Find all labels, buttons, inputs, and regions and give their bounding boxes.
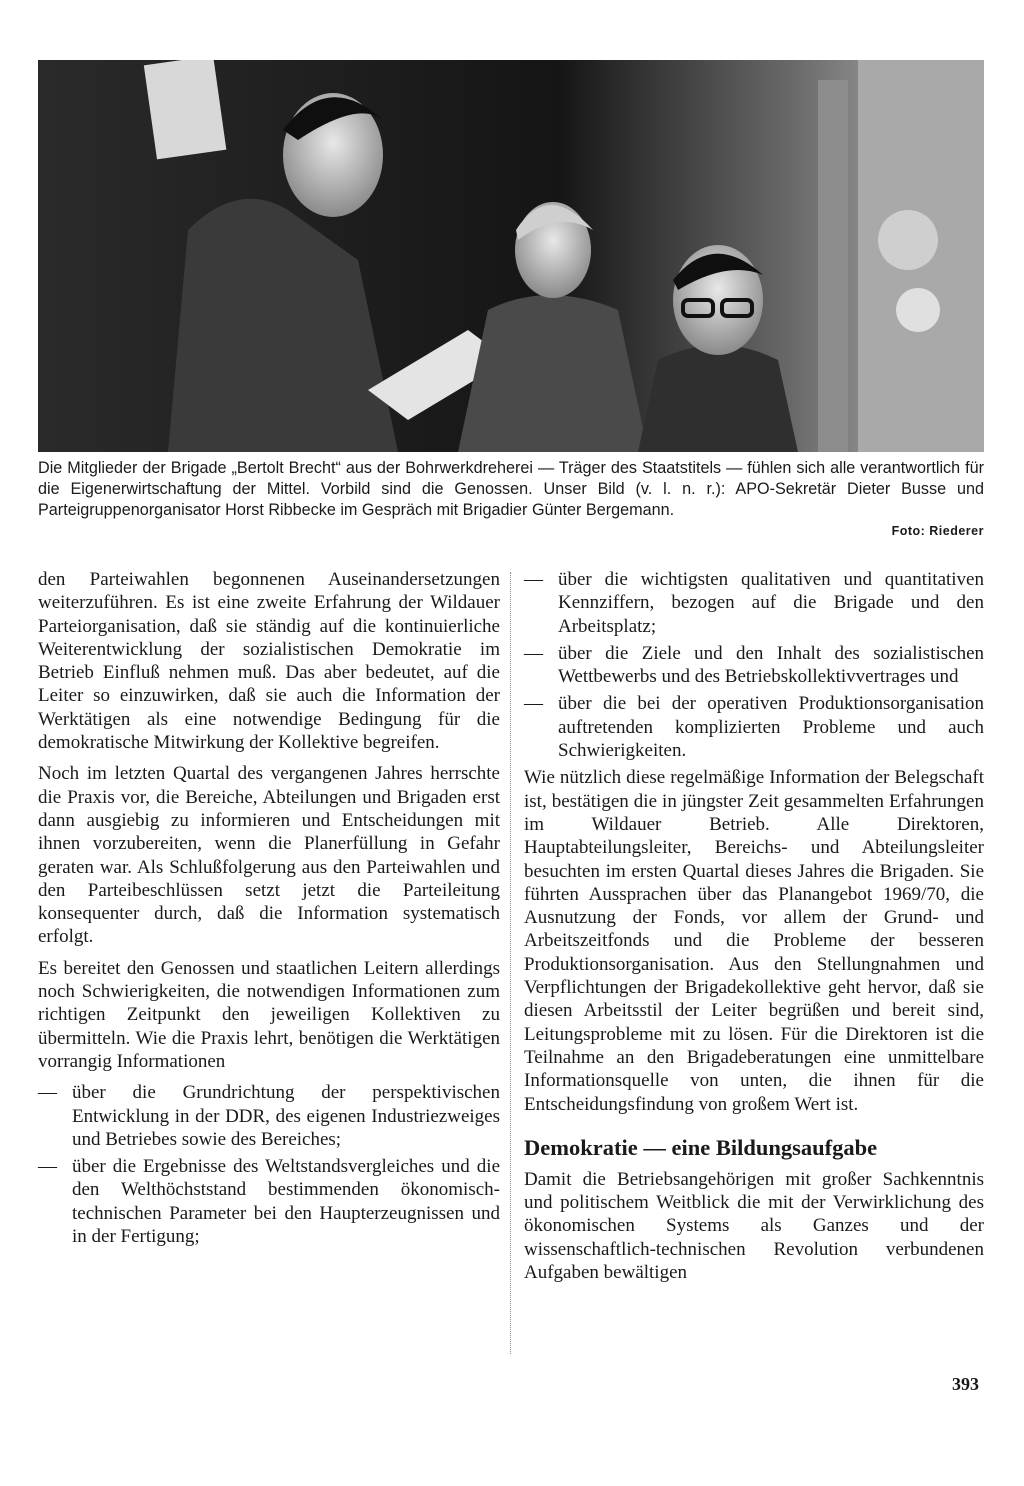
- list-item: [524, 642, 984, 689]
- paragraph: den Parteiwahlen begonnenen Auseinandersetzungen weiterzuführen. Es ist eine zweite Erfahrung der Wildauer Parteiorganisation, daß sie ständig auf die kontinuierliche Weiterentwicklung der sozialistischen Demokratie im Betrieb Einfluß nehmen muß. Das aber bedeutet, auf die Leiter so einzuwirken, daß sie auch die Information der Werktätigen als eine notwendige Bedingung für die demokratische Mitwirkung der Kollektive begreifen.: [38, 569, 500, 754]
- paragraph: Noch im letzten Quartal des vergangenen Jahres herrschte die Praxis vor, die Bereiche, Abteilungen und Brigaden erst dann ausgiebig zu informieren und Entscheidungen mit ihnen vorzubereiten, wenn die Planerfüllung in Gefahr geraten war. Als Schlußfolgerung aus den Parteiwahlen und den Parteibeschlüssen setzt jetzt die Parteileitung konsequenter durch, daß die Information systematisch erfolgt.: [38, 763, 500, 948]
- left-column: [38, 568, 500, 1252]
- paragraph: Es bereitet den Genossen und staatlichen Leitern allerdings noch Schwierigkeiten, die notwendigen Informationen zum richtigen Zeitpunkt den jeweiligen Kollektiven zu übermitteln. Wie die Praxis lehrt, benötigen die Werktätigen vorrangig Informationen: [38, 957, 500, 1072]
- photo-credit: Foto: Riederer: [891, 524, 984, 538]
- photograph: [38, 60, 984, 452]
- dash-bullet: —: [524, 642, 543, 664]
- list-item-text: über die Ziele und den Inhalt des sozialistischen Wettbewerbs und des Betriebskollektivvertrages und: [558, 642, 984, 688]
- paragraph: Wie nützlich diese regelmäßige Information der Belegschaft ist, bestätigen die in jüngster Zeit gesammelten Erfahrungen im Wildauer Betrieb. Alle Direktoren, Hauptabteilungsleiter, Bereichs- und Abteilungsleiter besuchten im ersten Quartal dieses Jahres die Brigaden. Sie führten Aussprachen über das Planangebot 1969/70, die Ausnutzung der Fonds, vor allem der Grund- und Arbeitszeitfonds und die Probleme der besseren Produktionsorganisation. Aus den Stellungnahmen und Verpflichtungen der Brigadekollektive geht hervor, daß sie diesen Arbeitsstil der Leiter begrüßen und bereit sind, Leitungsprobleme mit zu lösen. Für die Direktoren ist die Teilnahme an den Brigadeberatungen eine unmittelbare Informationsquelle von unten, die ihnen für die Entscheidungsfindung von großem Wert ist.: [524, 767, 984, 1115]
- list-item: [524, 692, 984, 762]
- paragraph: Damit die Betriebsangehörigen mit großer Sachkenntnis und politischem Weitblick die mit der Verwirklichung des ökonomischen Systems als Ganzes und der wissenschaftlich-technischen Revolution verbundenen Aufgaben bewältigen: [524, 1168, 984, 1284]
- dash-bullet: —: [38, 1082, 57, 1104]
- list-item-text: über die Ergebnisse des Weltstandsvergleiches und die den Welthöchststand bestimmenden ökonomisch-technischen Parameter bei den Haupterzeugnissen und in der Fertigung;: [72, 1156, 500, 1248]
- page-number: 393: [952, 1374, 979, 1394]
- dash-bullet: —: [524, 569, 543, 590]
- list-item: [38, 1081, 500, 1151]
- right-column: [524, 568, 984, 1292]
- list-item-text: über die bei der operativen Produktionsorganisation auftretenden komplizierten Probleme und auch Schwierigkeiten.: [558, 693, 984, 762]
- photograph-icon: [38, 60, 984, 452]
- list-item-text: über die wichtigsten qualitativen und quantitativen Kennziffern, bezogen auf die Brigade und den Arbeitsplatz;: [558, 569, 984, 637]
- column-divider: [510, 572, 511, 1354]
- photo-caption: Die Mitglieder der Brigade „Bertolt Brecht“ aus der Bohrwerkdreherei — Träger des Staatstitels — fühlen sich alle verantwortlich für die Eigenerwirtschaftung der Mittel. Vorbild sind die Genossen. Unser Bild (v. l. n. r.): APO-Sekretär Dieter Busse und Parteigruppenorganisator Horst Ribbecke im Gespräch mit Brigadier Günter Bergemann.: [38, 459, 984, 519]
- dash-bullet: —: [524, 693, 543, 715]
- section-heading: Demokratie — eine Bildungsaufgabe: [524, 1134, 878, 1160]
- list-item: [524, 568, 984, 638]
- list-item: [38, 1155, 500, 1248]
- dash-bullet: —: [38, 1156, 57, 1178]
- list-item-text: über die Grundrichtung der perspektivischen Entwicklung in der DDR, des eigenen Industriezweiges und Betriebes sowie des Bereiches;: [72, 1082, 500, 1150]
